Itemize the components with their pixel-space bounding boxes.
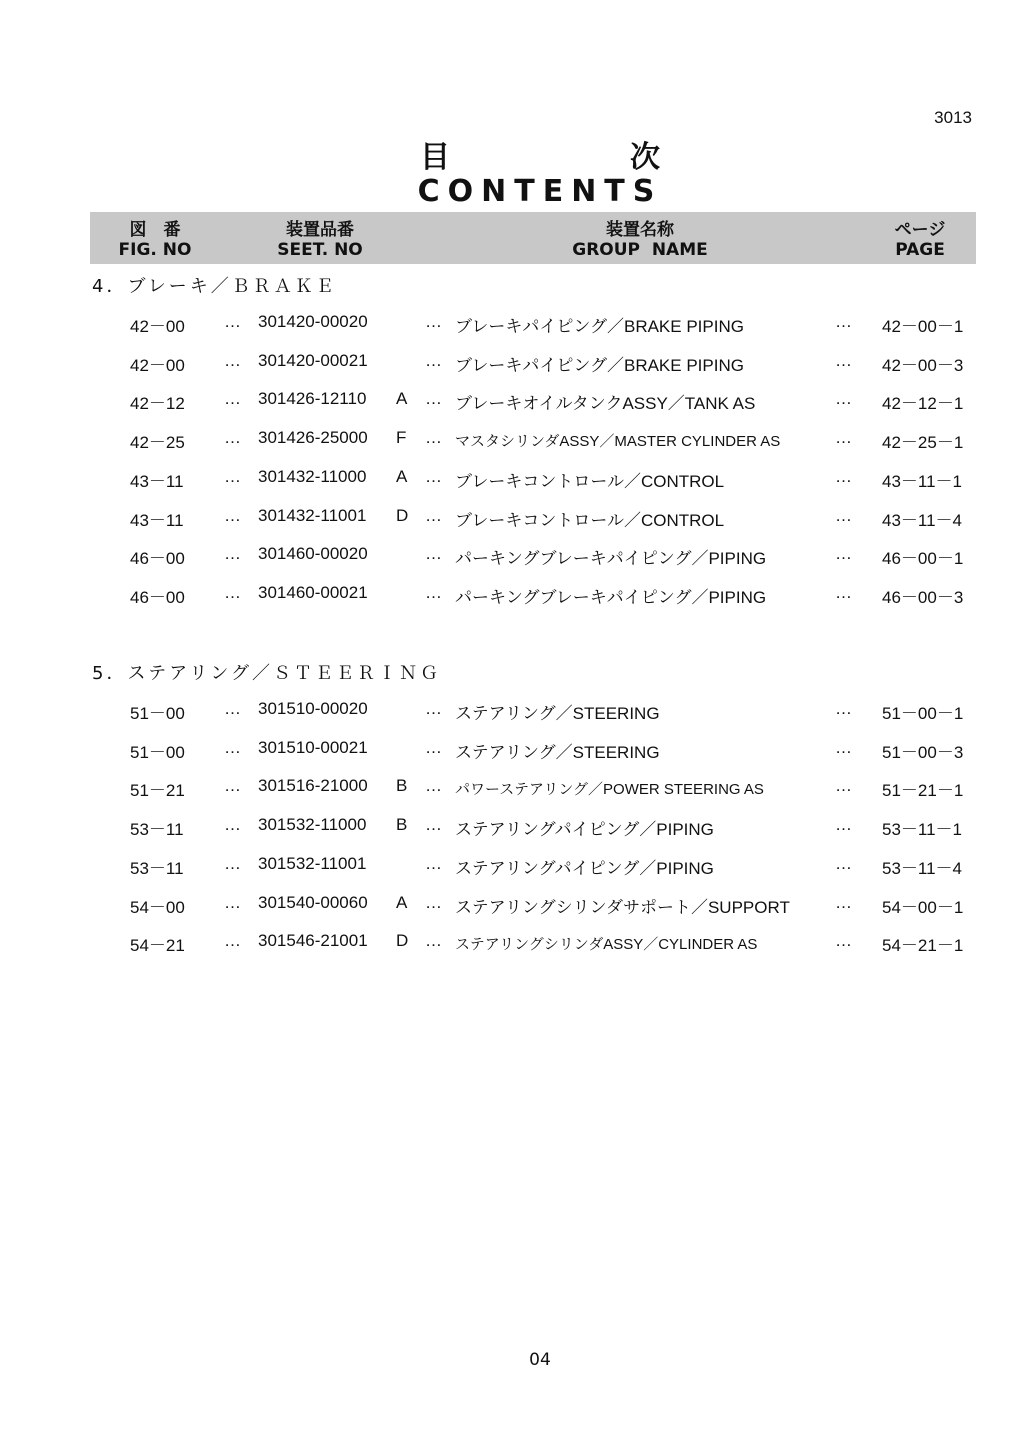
- leader-dots: …: [224, 466, 241, 486]
- leader-dots: …: [224, 815, 241, 835]
- leader-dots: …: [425, 776, 442, 796]
- leader-dots: …: [835, 582, 852, 602]
- document-number: 3013: [934, 108, 972, 127]
- fig-no: 51－00: [130, 742, 185, 762]
- group-name: ブレーキパイピング／BRAKE PIPING: [455, 317, 744, 336]
- leader-dots: …: [425, 389, 442, 409]
- group-name: ステアリングシリンダASSY／CYLINDER AS: [455, 936, 758, 954]
- leader-dots: …: [835, 892, 852, 912]
- leader-dots: …: [425, 428, 442, 448]
- leader-dots: …: [835, 853, 852, 873]
- revision: D: [396, 505, 409, 525]
- leader-dots: …: [224, 312, 241, 331]
- leader-dots: …: [224, 582, 241, 602]
- section-heading: 5．ステアリング／ＳＴＥＥＲＩＮＧ: [92, 663, 442, 684]
- leader-dots: …: [224, 776, 241, 796]
- table-row[interactable]: [0, 389, 1024, 413]
- page-ref: 46－00－1: [882, 549, 964, 569]
- leader-dots: …: [224, 737, 241, 757]
- leader-dots: …: [425, 582, 442, 602]
- fig-no: 46－00: [130, 587, 185, 607]
- fig-no: 51－00: [130, 704, 185, 723]
- leader-dots: …: [835, 699, 852, 718]
- page-ref: 42－00－3: [882, 355, 964, 375]
- page-ref: 51－21－1: [882, 781, 964, 801]
- section-heading: 4．ブレーキ／ＢＲＡＫＥ: [92, 276, 337, 297]
- header-page-jp: ページ: [894, 220, 946, 240]
- fig-no: 53－11: [130, 858, 184, 878]
- sheet-no: 301420-00020: [258, 312, 368, 331]
- page-ref: 51－00－1: [882, 704, 964, 723]
- header-fig-en: FIG. NO: [118, 240, 192, 260]
- group-name: ステアリングパイピング／PIPING: [455, 820, 714, 840]
- table-row[interactable]: [0, 583, 1024, 607]
- table-row[interactable]: [0, 776, 1024, 800]
- page-ref: 46－00－3: [882, 587, 964, 607]
- sheet-no: 301432-11000: [258, 466, 367, 486]
- leader-dots: …: [224, 931, 241, 951]
- fig-no: 53－11: [130, 820, 184, 840]
- fig-no: 43－11: [130, 471, 184, 491]
- fig-no: 51－21: [130, 781, 185, 801]
- leader-dots: …: [224, 892, 241, 912]
- page-ref: 42－00－1: [882, 317, 964, 336]
- leader-dots: …: [835, 350, 852, 370]
- header-sheet-en: SEET. NO: [277, 240, 363, 260]
- sheet-no: 301460-00021: [258, 582, 368, 602]
- leader-dots: …: [425, 466, 442, 486]
- leader-dots: …: [835, 428, 852, 448]
- leader-dots: …: [425, 699, 442, 718]
- leader-dots: …: [425, 737, 442, 757]
- table-row[interactable]: [0, 312, 1024, 336]
- fig-no: 42－25: [130, 433, 185, 453]
- table-row[interactable]: [0, 351, 1024, 375]
- table-row[interactable]: [0, 428, 1024, 452]
- revision: A: [396, 389, 408, 409]
- leader-dots: …: [425, 892, 442, 912]
- leader-dots: …: [425, 544, 442, 564]
- sheet-no: 301460-00020: [258, 544, 368, 564]
- group-name: ステアリングシリンダサポート／SUPPORT: [455, 897, 790, 917]
- leader-dots: …: [425, 505, 442, 525]
- fig-no: 43－11: [130, 510, 184, 530]
- revision: A: [396, 892, 408, 912]
- group-name: ブレーキオイルタンクASSY／TANK AS: [455, 394, 756, 414]
- leader-dots: …: [835, 389, 852, 409]
- table-row[interactable]: [0, 467, 1024, 491]
- table-row[interactable]: [0, 506, 1024, 530]
- revision: D: [396, 931, 409, 951]
- leader-dots: …: [835, 776, 852, 796]
- sheet-no: 301540-00060: [258, 892, 368, 912]
- leader-dots: …: [224, 389, 241, 409]
- page-ref: 51－00－3: [882, 742, 964, 762]
- title-english: CONTENTS: [417, 174, 663, 209]
- leader-dots: …: [425, 312, 442, 331]
- page-ref: 42－12－1: [882, 394, 964, 414]
- header-group-jp: 装置名称: [606, 220, 674, 240]
- table-row[interactable]: [0, 544, 1024, 568]
- sheet-no: 301532-11001: [258, 853, 367, 873]
- page-ref: 43－11－1: [882, 471, 963, 491]
- page-ref: 53－11－1: [882, 820, 963, 840]
- group-name: パーキングブレーキパイピング／PIPING: [455, 549, 767, 569]
- fig-no: 42－12: [130, 394, 185, 414]
- group-name: ブレーキコントロール／CONTROL: [455, 471, 725, 491]
- sheet-no: 301532-11000: [258, 815, 367, 835]
- fig-no: 46－00: [130, 549, 185, 569]
- fig-no: 42－00: [130, 317, 185, 336]
- sheet-no: 301426-12110: [258, 389, 367, 409]
- revision: B: [396, 776, 408, 796]
- leader-dots: …: [835, 312, 852, 331]
- table-row[interactable]: [0, 931, 1024, 955]
- header-group-en: GROUP NAME: [572, 240, 708, 260]
- leader-dots: …: [224, 699, 241, 718]
- leader-dots: …: [224, 544, 241, 564]
- leader-dots: …: [835, 931, 852, 951]
- group-name: パーキングブレーキパイピング／PIPING: [455, 587, 767, 607]
- fig-no: 42－00: [130, 355, 185, 375]
- group-name: ブレーキパイピング／BRAKE PIPING: [455, 355, 744, 375]
- group-name: ステアリング／STEERING: [455, 704, 660, 723]
- leader-dots: …: [425, 815, 442, 835]
- page-number: 04: [529, 1350, 551, 1370]
- group-name: ステアリング／STEERING: [455, 742, 660, 762]
- fig-no: 54－00: [130, 897, 185, 917]
- page-ref: 54－21－1: [882, 936, 964, 956]
- group-name: ブレーキコントロール／CONTROL: [455, 510, 725, 530]
- table-header: [90, 212, 976, 264]
- revision: B: [396, 815, 408, 835]
- sheet-no: 301546-21001: [258, 931, 368, 951]
- leader-dots: …: [835, 466, 852, 486]
- leader-dots: …: [835, 505, 852, 525]
- sheet-no: 301426-25000: [258, 428, 368, 448]
- header-page-en: PAGE: [895, 240, 945, 260]
- table-row[interactable]: [0, 738, 1024, 762]
- fig-no: 54－21: [130, 936, 185, 956]
- group-name: マスタシリンダASSY／MASTER CYLINDER AS: [455, 433, 781, 451]
- leader-dots: …: [425, 350, 442, 370]
- sheet-no: 301516-21000: [258, 776, 368, 796]
- header-sheet-jp: 装置品番: [286, 220, 354, 240]
- table-row[interactable]: [0, 893, 1024, 917]
- title-japanese: 目次: [420, 140, 840, 175]
- table-row[interactable]: [0, 699, 1024, 723]
- page-ref: 42－25－1: [882, 433, 964, 453]
- leader-dots: …: [224, 428, 241, 448]
- table-row[interactable]: [0, 815, 1024, 839]
- page-ref: 43－11－4: [882, 510, 963, 530]
- leader-dots: …: [224, 505, 241, 525]
- leader-dots: …: [835, 815, 852, 835]
- leader-dots: …: [224, 853, 241, 873]
- sheet-no: 301510-00021: [258, 737, 368, 757]
- revision: F: [396, 428, 407, 448]
- revision: A: [396, 466, 408, 486]
- page-ref: 54－00－1: [882, 897, 964, 917]
- sheet-no: 301510-00020: [258, 699, 368, 718]
- header-fig-jp: 図 番: [129, 220, 181, 240]
- leader-dots: …: [425, 853, 442, 873]
- leader-dots: …: [425, 931, 442, 951]
- leader-dots: …: [835, 737, 852, 757]
- group-name: ステアリングパイピング／PIPING: [455, 858, 714, 878]
- sheet-no: 301432-11001: [258, 505, 367, 525]
- sheet-no: 301420-00021: [258, 350, 368, 370]
- group-name: パワーステアリング／POWER STEERING AS: [455, 781, 764, 799]
- leader-dots: …: [224, 350, 241, 370]
- page-ref: 53－11－4: [882, 858, 963, 878]
- leader-dots: …: [835, 544, 852, 564]
- table-row[interactable]: [0, 854, 1024, 878]
